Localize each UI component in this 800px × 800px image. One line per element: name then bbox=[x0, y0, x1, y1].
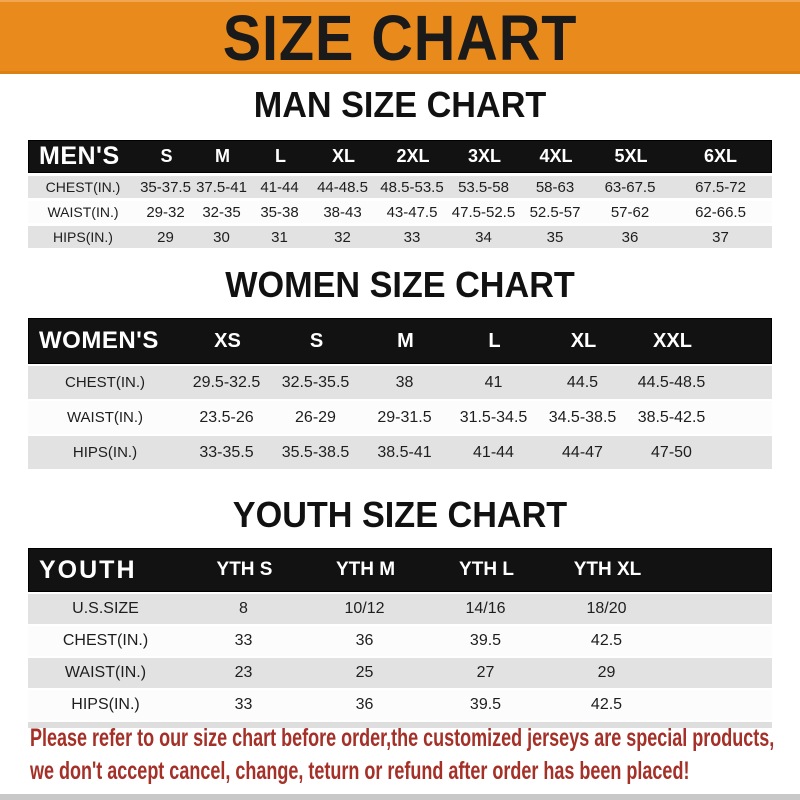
men-cell-value: 38-43 bbox=[323, 203, 362, 221]
women-column-header: S bbox=[309, 329, 324, 352]
footer-line-1: Please refer to our size chart before order,the customized jerseys are special products, bbox=[30, 724, 775, 752]
men-cell-value: 47.5-52.5 bbox=[451, 203, 516, 221]
women-cell-value: 44.5-48.5 bbox=[637, 373, 706, 391]
youth-cell-value: 14/16 bbox=[465, 600, 506, 617]
men-cell-value: 41-44 bbox=[260, 178, 299, 196]
men-row-label: CHEST(IN.) bbox=[45, 179, 121, 195]
youth-cell-value: 33 bbox=[234, 632, 253, 649]
youth-column-header: YTH L bbox=[459, 559, 514, 580]
men-cell-value: 57-62 bbox=[610, 203, 650, 221]
youth-cell-value: 23 bbox=[234, 664, 253, 681]
youth-cell-value: 10/12 bbox=[344, 600, 385, 617]
women-cell-value: 32.5-35.5 bbox=[281, 373, 350, 391]
women-column-header: XXL bbox=[653, 329, 692, 352]
youth-cell-value: 8 bbox=[239, 600, 248, 617]
men-cell-value: 53.5-58 bbox=[458, 178, 509, 196]
youth-cell-value: 42.5 bbox=[590, 632, 623, 649]
women-column-header: L bbox=[488, 329, 501, 352]
men-cell-value: 43-47.5 bbox=[386, 203, 438, 221]
youth-table-row bbox=[28, 626, 772, 656]
men-cell-value: 29 bbox=[157, 228, 174, 246]
men-cell-value: 32-35 bbox=[202, 203, 241, 221]
men-size-table bbox=[28, 140, 772, 248]
men-cell-value: 33 bbox=[403, 228, 421, 246]
youth-header-bar bbox=[28, 548, 772, 592]
women-cell-value: 23.5-26 bbox=[199, 408, 254, 426]
youth-column-header: YTH XL bbox=[573, 559, 642, 580]
heading-women-size-chart: WOMEN SIZE CHART bbox=[225, 264, 575, 305]
youth-row-label: U.S.SIZE bbox=[72, 600, 139, 617]
men-column-header: 6XL bbox=[703, 146, 737, 166]
youth-column-header: YTH M bbox=[335, 559, 396, 580]
men-cell-value: 34 bbox=[475, 228, 492, 246]
women-cell-value: 38.5-42.5 bbox=[637, 408, 706, 426]
youth-table-row bbox=[28, 594, 772, 624]
men-table-row bbox=[28, 176, 772, 198]
banner-title: SIZE CHART bbox=[222, 2, 578, 74]
heading-youth-size-chart: YOUTH SIZE CHART bbox=[232, 494, 568, 535]
men-column-header: L bbox=[275, 146, 286, 166]
men-cell-value: 44-48.5 bbox=[317, 178, 368, 196]
men-cell-value: 58-63 bbox=[535, 178, 575, 196]
youth-cell-value: 33 bbox=[234, 696, 253, 713]
men-cell-value: 52.5-57 bbox=[529, 203, 581, 221]
footer-line-2: we don't accept cancel, change, teturn or refund after order has been placed! bbox=[30, 757, 690, 785]
bottom-strip bbox=[0, 794, 800, 800]
men-column-header: 2XL bbox=[396, 146, 430, 166]
youth-cell-value: 36 bbox=[355, 632, 374, 649]
women-table-row bbox=[28, 436, 772, 469]
women-row-label: CHEST(IN.) bbox=[65, 374, 145, 391]
men-table-row bbox=[28, 201, 772, 223]
women-cell-value: 38.5-41 bbox=[377, 443, 432, 461]
men-cell-value: 48.5-53.5 bbox=[380, 178, 444, 196]
men-column-header: 5XL bbox=[614, 146, 648, 166]
men-row-label: WAIST(IN.) bbox=[47, 204, 119, 220]
women-size-table bbox=[28, 318, 772, 469]
men-cell-value: 62-66.5 bbox=[695, 203, 746, 221]
men-cell-value: 35-38 bbox=[260, 203, 299, 221]
women-cell-value: 33-35.5 bbox=[199, 443, 254, 461]
men-header-bar bbox=[28, 140, 772, 173]
youth-column-header: YTH S bbox=[216, 559, 273, 580]
men-cell-value: 30 bbox=[213, 228, 230, 246]
women-cell-value: 41 bbox=[484, 373, 503, 391]
youth-cell-value: 29 bbox=[597, 664, 616, 681]
footer-note bbox=[30, 722, 796, 788]
women-table-row bbox=[28, 401, 772, 434]
women-corner-label: WOMEN'S bbox=[39, 327, 159, 354]
men-cell-value: 37.5-41 bbox=[196, 178, 247, 196]
women-cell-value: 44-47 bbox=[562, 443, 603, 461]
women-column-header: XS bbox=[214, 329, 241, 352]
men-cell-value: 67.5-72 bbox=[695, 178, 746, 196]
youth-cell-value: 36 bbox=[355, 696, 374, 713]
women-cell-value: 44.5 bbox=[566, 373, 599, 391]
women-header-bar bbox=[28, 318, 772, 364]
women-cell-value: 26-29 bbox=[295, 408, 336, 426]
women-column-header: XL bbox=[570, 329, 597, 352]
men-cell-value: 36 bbox=[621, 228, 639, 246]
youth-row-label: CHEST(IN.) bbox=[62, 632, 149, 649]
women-cell-value: 34.5-38.5 bbox=[548, 408, 617, 426]
men-corner-label: MEN'S bbox=[39, 142, 120, 170]
men-cell-value: 29-32 bbox=[146, 203, 185, 221]
youth-cell-value: 18/20 bbox=[586, 600, 627, 617]
youth-corner-label: YOUTH bbox=[39, 555, 137, 584]
women-table-row bbox=[28, 366, 772, 399]
youth-table-row bbox=[28, 690, 772, 720]
women-cell-value: 35.5-38.5 bbox=[281, 443, 350, 461]
youth-size-table bbox=[28, 548, 772, 728]
men-column-header: 3XL bbox=[467, 146, 501, 166]
youth-row-label: HIPS(IN.) bbox=[71, 696, 140, 713]
men-cell-value: 31 bbox=[271, 228, 288, 246]
women-cell-value: 38 bbox=[395, 373, 414, 391]
men-column-header: M bbox=[215, 146, 230, 166]
women-cell-value: 29.5-32.5 bbox=[192, 373, 261, 391]
women-column-header: M bbox=[397, 329, 414, 352]
youth-cell-value: 27 bbox=[476, 664, 495, 681]
men-cell-value: 35 bbox=[546, 228, 564, 246]
women-cell-value: 47-50 bbox=[651, 443, 692, 461]
men-cell-value: 32 bbox=[334, 228, 351, 246]
men-cell-value: 35-37.5 bbox=[140, 178, 191, 196]
youth-cell-value: 39.5 bbox=[469, 696, 502, 713]
banner bbox=[0, 0, 800, 74]
youth-table-row bbox=[28, 658, 772, 688]
women-row-label: HIPS(IN.) bbox=[72, 444, 138, 461]
men-row-label: HIPS(IN.) bbox=[53, 229, 113, 245]
women-cell-value: 31.5-34.5 bbox=[459, 408, 528, 426]
youth-row-label: WAIST(IN.) bbox=[64, 664, 147, 681]
men-column-header: XL bbox=[331, 146, 355, 166]
women-cell-value: 41-44 bbox=[473, 443, 514, 461]
men-cell-value: 63-67.5 bbox=[604, 178, 656, 196]
youth-cell-value: 42.5 bbox=[590, 696, 623, 713]
men-cell-value: 37 bbox=[712, 228, 729, 246]
women-cell-value: 29-31.5 bbox=[377, 408, 432, 426]
heading-man-size-chart: MAN SIZE CHART bbox=[253, 84, 547, 125]
men-table-row bbox=[28, 226, 772, 248]
men-column-header: S bbox=[160, 146, 173, 166]
women-row-label: WAIST(IN.) bbox=[66, 409, 144, 426]
men-column-header: 4XL bbox=[539, 146, 573, 166]
youth-cell-value: 25 bbox=[355, 664, 374, 681]
youth-cell-value: 39.5 bbox=[469, 632, 502, 649]
